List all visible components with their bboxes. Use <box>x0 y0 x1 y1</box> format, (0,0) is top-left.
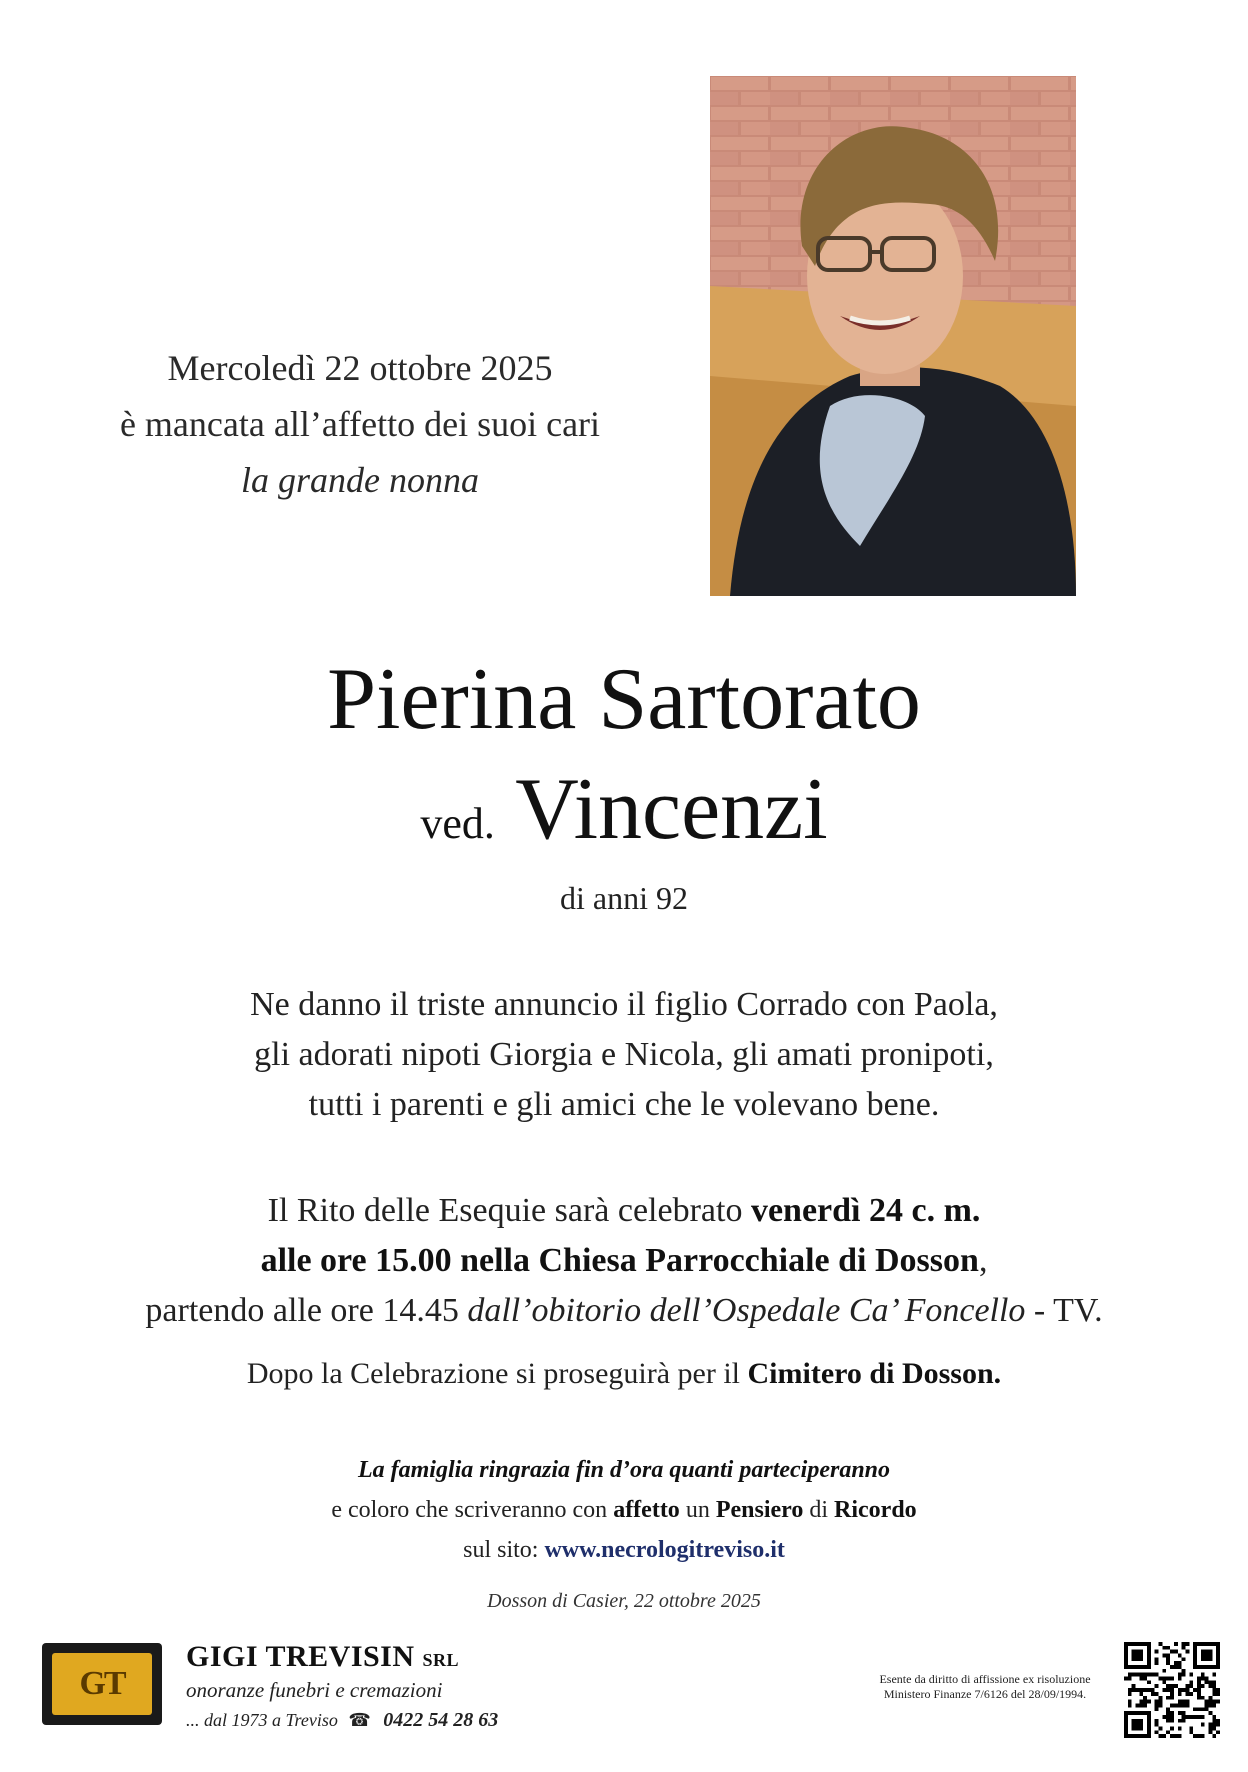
announcement-line: gli adorati nipoti Giorgia e Nicola, gli amati pronipoti, <box>254 1036 994 1073</box>
thanks-word-pensiero: Pensiero <box>715 1497 804 1523</box>
widow-prefix: ved. <box>420 799 495 848</box>
relation-phrase: la grande nonna <box>241 460 479 500</box>
logo-badge <box>52 1653 152 1715</box>
thanks-heading: La famiglia ringrazia fin d’ora quanti parteciperanno <box>357 1457 891 1483</box>
thanks-text: di <box>803 1497 835 1523</box>
company-phone[interactable]: 0422 54 28 63 <box>383 1709 499 1731</box>
funeral-text: Il Rito delle Esequie sarà celebrato <box>267 1192 751 1229</box>
thanks-line-1 <box>100 1450 1148 1490</box>
deceased-name: Pierina Sartorato <box>327 651 921 748</box>
funeral-line-1 <box>60 1186 1188 1236</box>
phone-icon: ☎ <box>348 1710 371 1730</box>
company-since-line <box>186 1709 606 1732</box>
funeral-line-2 <box>60 1236 1188 1286</box>
announcement-line: tutti i parenti e gli amici che le volevano bene. <box>308 1086 940 1123</box>
death-date: Mercoledì 22 ottobre 2025 <box>167 348 553 388</box>
thanks-line-3 <box>100 1530 1148 1570</box>
logo-monogram: GT <box>79 1665 125 1702</box>
departure-time: partendo alle ore 14.45 <box>145 1292 468 1329</box>
burial-text: Dopo la Celebrazione si proseguirà per il <box>246 1357 748 1390</box>
company-info <box>186 1640 606 1732</box>
company-suffix: SRL <box>422 1650 460 1670</box>
portrait-photo <box>710 76 1076 596</box>
company-name-line <box>186 1640 606 1674</box>
cemetery-name: Cimitero di Dosson. <box>747 1357 1002 1390</box>
thanks-line-2 <box>100 1490 1148 1530</box>
intro-phrase: è mancata all’affetto dei suoi cari <box>119 404 601 444</box>
thanks-block <box>100 1450 1148 1570</box>
company-tagline: onoranze funebri e cremazioni <box>186 1678 443 1702</box>
intro-block <box>90 340 630 508</box>
legal-line-2: Ministero Finanze 7/6126 del 28/09/1994. <box>883 1687 1087 1701</box>
legal-line-1: Esente da diritto di affissione ex risoluzione <box>879 1672 1091 1686</box>
funeral-place: alle ore 15.00 nella Chiesa Parrocchiale di Dosson <box>260 1242 979 1279</box>
site-label: sul sito: <box>463 1537 545 1563</box>
funeral-punct: , <box>978 1242 988 1279</box>
legal-note <box>850 1672 1120 1702</box>
thanks-word-affetto: affetto <box>613 1497 680 1523</box>
qr-code[interactable] <box>1124 1642 1220 1738</box>
married-name-line <box>0 760 1248 874</box>
website-link[interactable]: www.necrologitreviso.it <box>544 1537 785 1563</box>
announcement-line: Ne danno il triste annuncio il figlio Corrado con Paola, <box>250 986 998 1023</box>
company-name: GIGI TREVISIN <box>186 1640 415 1673</box>
age: di anni 92 <box>560 880 688 916</box>
departure-place: dall’obitorio dell’Ospedale Ca’ Foncello <box>467 1292 1026 1329</box>
thanks-text: un <box>679 1497 716 1523</box>
company-since: ... dal 1973 a Treviso <box>186 1710 338 1730</box>
thanks-text: e coloro che scriveranno con <box>331 1497 614 1523</box>
announcement-block <box>100 980 1148 1130</box>
company-logo <box>42 1643 162 1725</box>
thanks-word-ricordo: Ricordo <box>834 1497 917 1523</box>
funeral-details <box>60 1186 1188 1336</box>
burial-info <box>60 1352 1188 1396</box>
funeral-line-3 <box>60 1286 1188 1336</box>
dateline: Dosson di Casier, 22 ottobre 2025 <box>487 1590 761 1612</box>
departure-province: - TV. <box>1025 1292 1103 1329</box>
funeral-date: venerdì 24 c. m. <box>750 1192 981 1229</box>
married-name: Vincenzi <box>515 761 828 858</box>
